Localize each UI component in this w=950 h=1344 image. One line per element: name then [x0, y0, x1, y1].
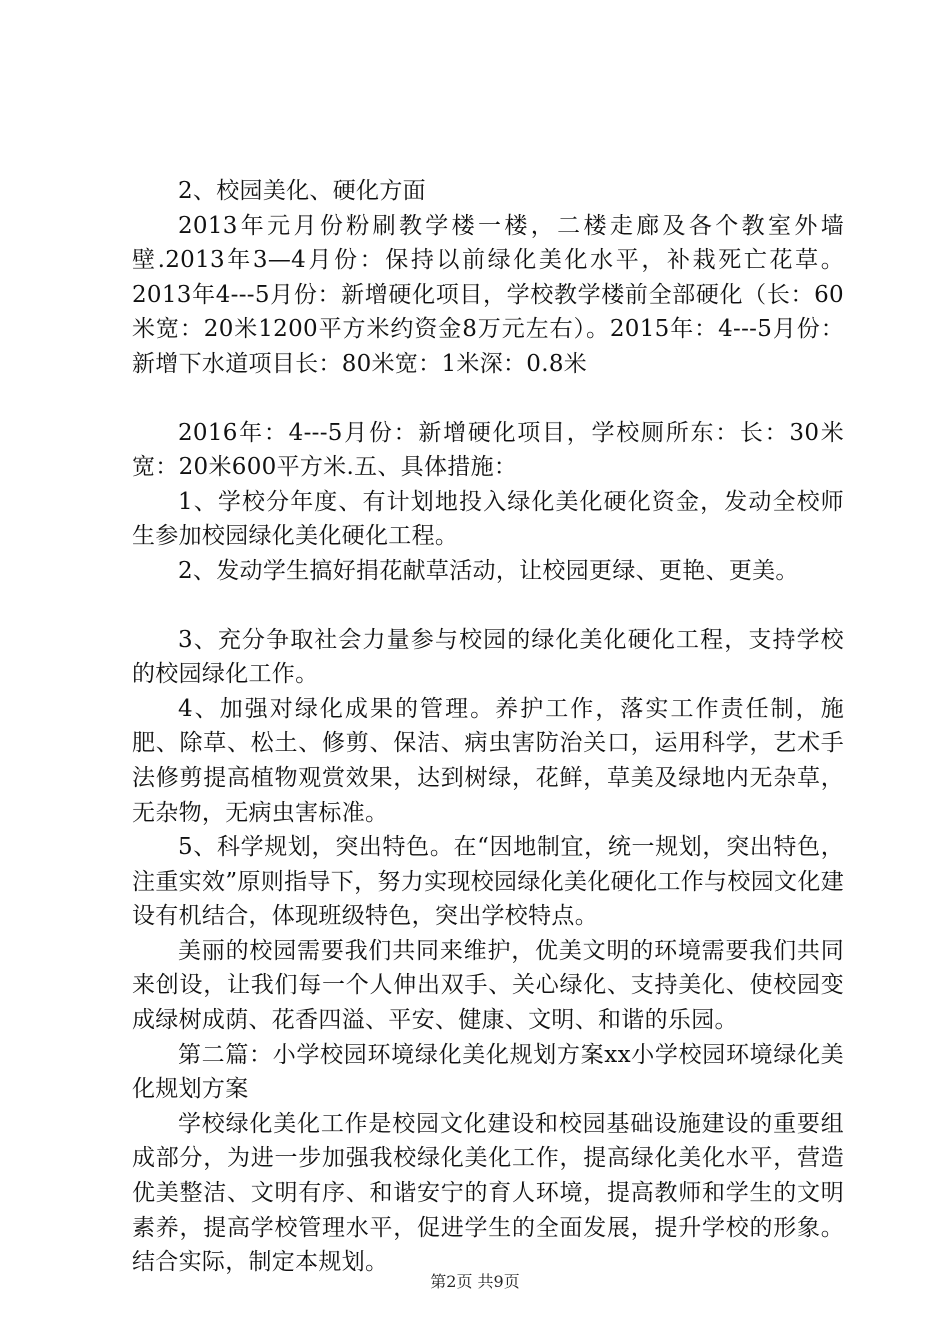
measure-item-3: 3、充分争取社会力量参与校园的绿化美化硬化工程，支持学校的校园绿化工作。 — [132, 626, 844, 688]
document-body — [132, 174, 844, 1280]
measure-item-5: 5、科学规划，突出特色。在“因地制宜，统一规划，突出特色，注重实效”原则指导下，努力实现校园绿化美化硬化工作与校园文化建设有机结合，体现班级特色，突出学校特点。 — [132, 834, 844, 930]
measure-item-1: 1、学校分年度、有计划地投入绿化美化硬化资金，发动全校师生参加校园绿化美化硬化工程。 — [132, 488, 844, 550]
chapter-title: 第二篇：小学校园环境绿化美化规划方案xx小学校园环境绿化美化规划方案 — [132, 1041, 844, 1103]
measure-item-2: 2、发动学生搞好捐花献草活动，让校园更绿、更艳、更美。 — [178, 557, 799, 584]
paragraph-2016-project: 2016年：4---5月份：新增硬化项目，学校厕所东：长：30米宽：20米600平方米.五、具体措施： — [132, 419, 844, 481]
paragraph-conclusion: 美丽的校园需要我们共同来维护，优美文明的环境需要我们共同来创设，让我们每一个人伸出双手、关心绿化、支持美化、使校园变成绿树成荫、花香四溢、平安、健康、文明、和谐的乐园。 — [132, 937, 844, 1034]
paragraph-hardening-schedule: 2013年元月份粉刷教学楼一楼，二楼走廊及各个教室外墙壁.2013年3—4月份：保持以前绿化美化水平，补栽死亡花草。2013年4---5月份：新增硬化项目，学校教学楼前全部硬化（长：60米宽：20米1200平方米约资金8万元左右）。2015年：4---5月份：新增下水道项目长：80米宽：1米深：0.8米 — [132, 212, 844, 377]
page-number-footer: 第2页 共9页 — [430, 1272, 520, 1291]
measure-item-4: 4、加强对绿化成果的管理。养护工作，落实工作责任制，施肥、除草、松土、修剪、保洁、病虫害防治关口，运用科学，艺术手法修剪提高植物观赏效果，达到树绿，花鲜，草美及绿地内无杂草，无杂物，无病虫害标准。 — [132, 695, 844, 826]
paragraph-intro: 学校绿化美化工作是校园文化建设和校园基础设施建设的重要组成部分，为进一步加强我校绿化美化工作，提高绿化美化水平，营造优美整洁、文明有序、和谐安宁的育人环境，提高教师和学生的文明素养，提高学校管理水平，促进学生的全面发展，提升学校的形象。结合实际，制定本规划。 — [132, 1110, 844, 1276]
section-heading: 2、校园美化、硬化方面 — [178, 178, 426, 204]
